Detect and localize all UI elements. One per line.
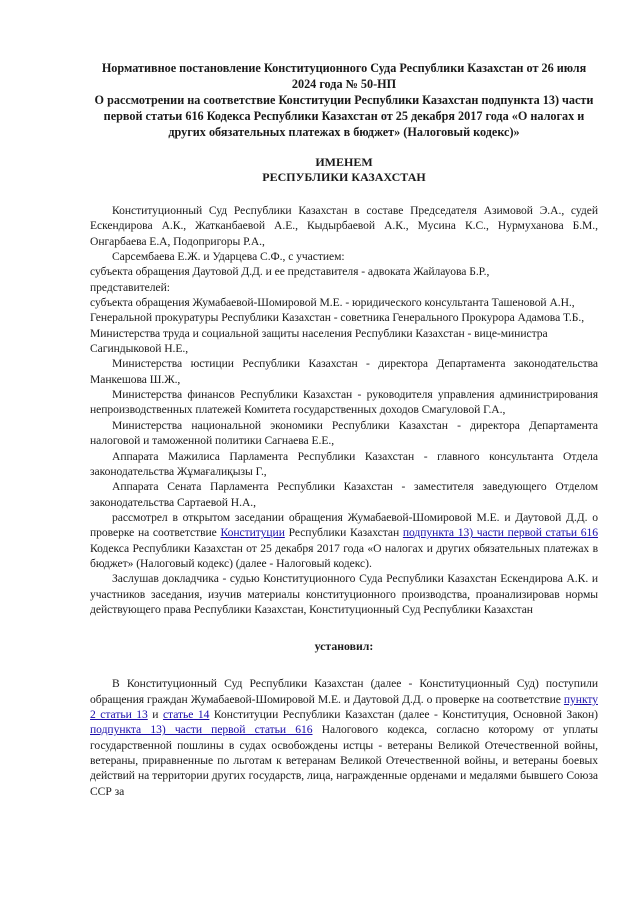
text-segment: рассмотрел в открытом заседании обращения Жумабаевой-Шомировой М.Е. и Даутовой Д.Д. о проверке на соответствие bbox=[90, 510, 598, 540]
section-heading bbox=[90, 155, 598, 185]
paragraph-ministry-finance: Министерства финансов Республики Казахстан - руководителя управления администрирования непроизводственных платежей Комитета государственных доходов Смагуловой Г.А., bbox=[90, 388, 598, 417]
document-title: Нормативное постановление Конституционного Суда Республики Казахстан от 26 июля 2024 года № 50-НП bbox=[101, 61, 587, 91]
paragraph-subject-zhumabaeva: субъекта обращения Жумабаевой-Шомировой М.Е. - юридического консультанта Ташеновой А.Н., bbox=[90, 296, 575, 310]
text-segment: Республики Казахстан bbox=[284, 526, 403, 540]
paragraph-court-composition: Конституционный Суд Республики Казахстан в составе Председателя Азимовой Э.А., судей Ескендирова А.К., Жатканбаевой А.Е., Кыдырбаевой А.К., Мусина К.С., Нурмуханова Б.М., Онгарбаева Е.А, Подопригоры Р.А., bbox=[90, 204, 598, 248]
paragraph-ministry-labor: Министерства труда и социальной защиты населения Республики Казахстан - вице-министра Сагиндыковой Н.Е., bbox=[90, 326, 548, 356]
link-subparagraph-13-article-616[interactable]: подпункта 13) части первой статьи 616 bbox=[402, 526, 598, 540]
document-title-block bbox=[90, 60, 598, 140]
link-constitution[interactable]: Конституции bbox=[220, 526, 285, 540]
paragraph-appeals-received bbox=[90, 676, 598, 799]
document-page bbox=[90, 60, 598, 799]
text-segment: Налогового кодекса, согласно которому от уплаты государственной пошлины в судах освобождены истцы - ветераны Великой Отечественной войны, ветераны, приравненные по льготам к ветеранам Великой Отечественной войны, и ветераны боевых действий на территории других государств, лица, награжденные орденами и медалями бывшего Союза ССР за bbox=[90, 723, 598, 798]
paragraph-ministry-economy: Министерства национальной экономики Республики Казахстан - директора Департамента налоговой и таможенной политики Сагнаева Е.Е., bbox=[90, 418, 598, 448]
text-segment: и bbox=[147, 707, 163, 721]
link-clause-2-article-13[interactable]: пункту 2 статьи 13 bbox=[90, 692, 598, 721]
paragraph-subject-dautova: субъекта обращения Даутовой Д.Д. и ее представителя - адвоката Жайлауова Б.Р., bbox=[90, 265, 490, 279]
document-subtitle: О рассмотрении на соответствие Конституции Республики Казахстан подпункта 13) части первой статьи 616 Кодекса Республики Казахстан от 25 декабря 2017 года «О налогах и других обязательных платежах в бюджет» (Налоговый кодекс)» bbox=[94, 93, 594, 139]
paragraph-judges-cont: Сарсембаева Е.Ж. и Ударцева С.Ф., с участием: bbox=[112, 250, 345, 264]
established-heading: установил: bbox=[314, 639, 374, 654]
paragraph-having-heard: Заслушав докладчика - судью Конституционного Суда Республики Казахстан Ескендирова А.К. и участников заседания, изучив материалы конституционного производства, проанализировав нормы действующего права Республики Казахстан, Конституционный Суд Республики Казахстан bbox=[90, 572, 598, 616]
text-segment: Конституции Республики Казахстан (далее - Конституция, Основной Закон) bbox=[209, 707, 598, 721]
paragraph-mazhilis: Аппарата Мажилиса Парламента Республики Казахстан - главного консультанта Отдела законодательства Жұмағалиқызы Г., bbox=[90, 449, 598, 478]
paragraph-considered bbox=[90, 510, 598, 571]
text-segment: В Конституционный Суд Республики Казахстан (далее - Конституционный Суд) поступили обращения граждан Жумабаевой-Шомировой М.Е. и Даутовой Д.Д. о проверке на соответствие bbox=[90, 677, 598, 706]
paragraph-ministry-justice: Министерства юстиции Республики Казахстан - директора Департамента законодательства Манкешова Ш.Ж., bbox=[90, 357, 598, 386]
link-subparagraph-13-article-616-tax-code[interactable]: подпункта 13) части первой статьи 616 bbox=[90, 723, 313, 737]
link-article-14[interactable]: статье 14 bbox=[162, 707, 210, 721]
heading-line-1: ИМЕНЕМ bbox=[315, 155, 373, 169]
text-segment: Кодекса Республики Казахстан от 25 декабря 2017 года «О налогах и других обязательных платежах в бюджет» (Налоговый кодекс) (далее - Налоговый кодекс). bbox=[90, 541, 598, 570]
paragraph-representatives-label: представителей: bbox=[90, 280, 170, 294]
heading-line-2: РЕСПУБЛИКИ КАЗАХСТАН bbox=[262, 170, 426, 184]
paragraph-prosecutor: Генеральной прокуратуры Республики Казахстан - советника Генерального Прокурора Адамова Т.Б., bbox=[90, 311, 585, 325]
paragraph-senate: Аппарата Сената Парламента Республики Казахстан - заместителя заведующего Отделом законодательства Сартаевой Н.А., bbox=[90, 480, 598, 509]
